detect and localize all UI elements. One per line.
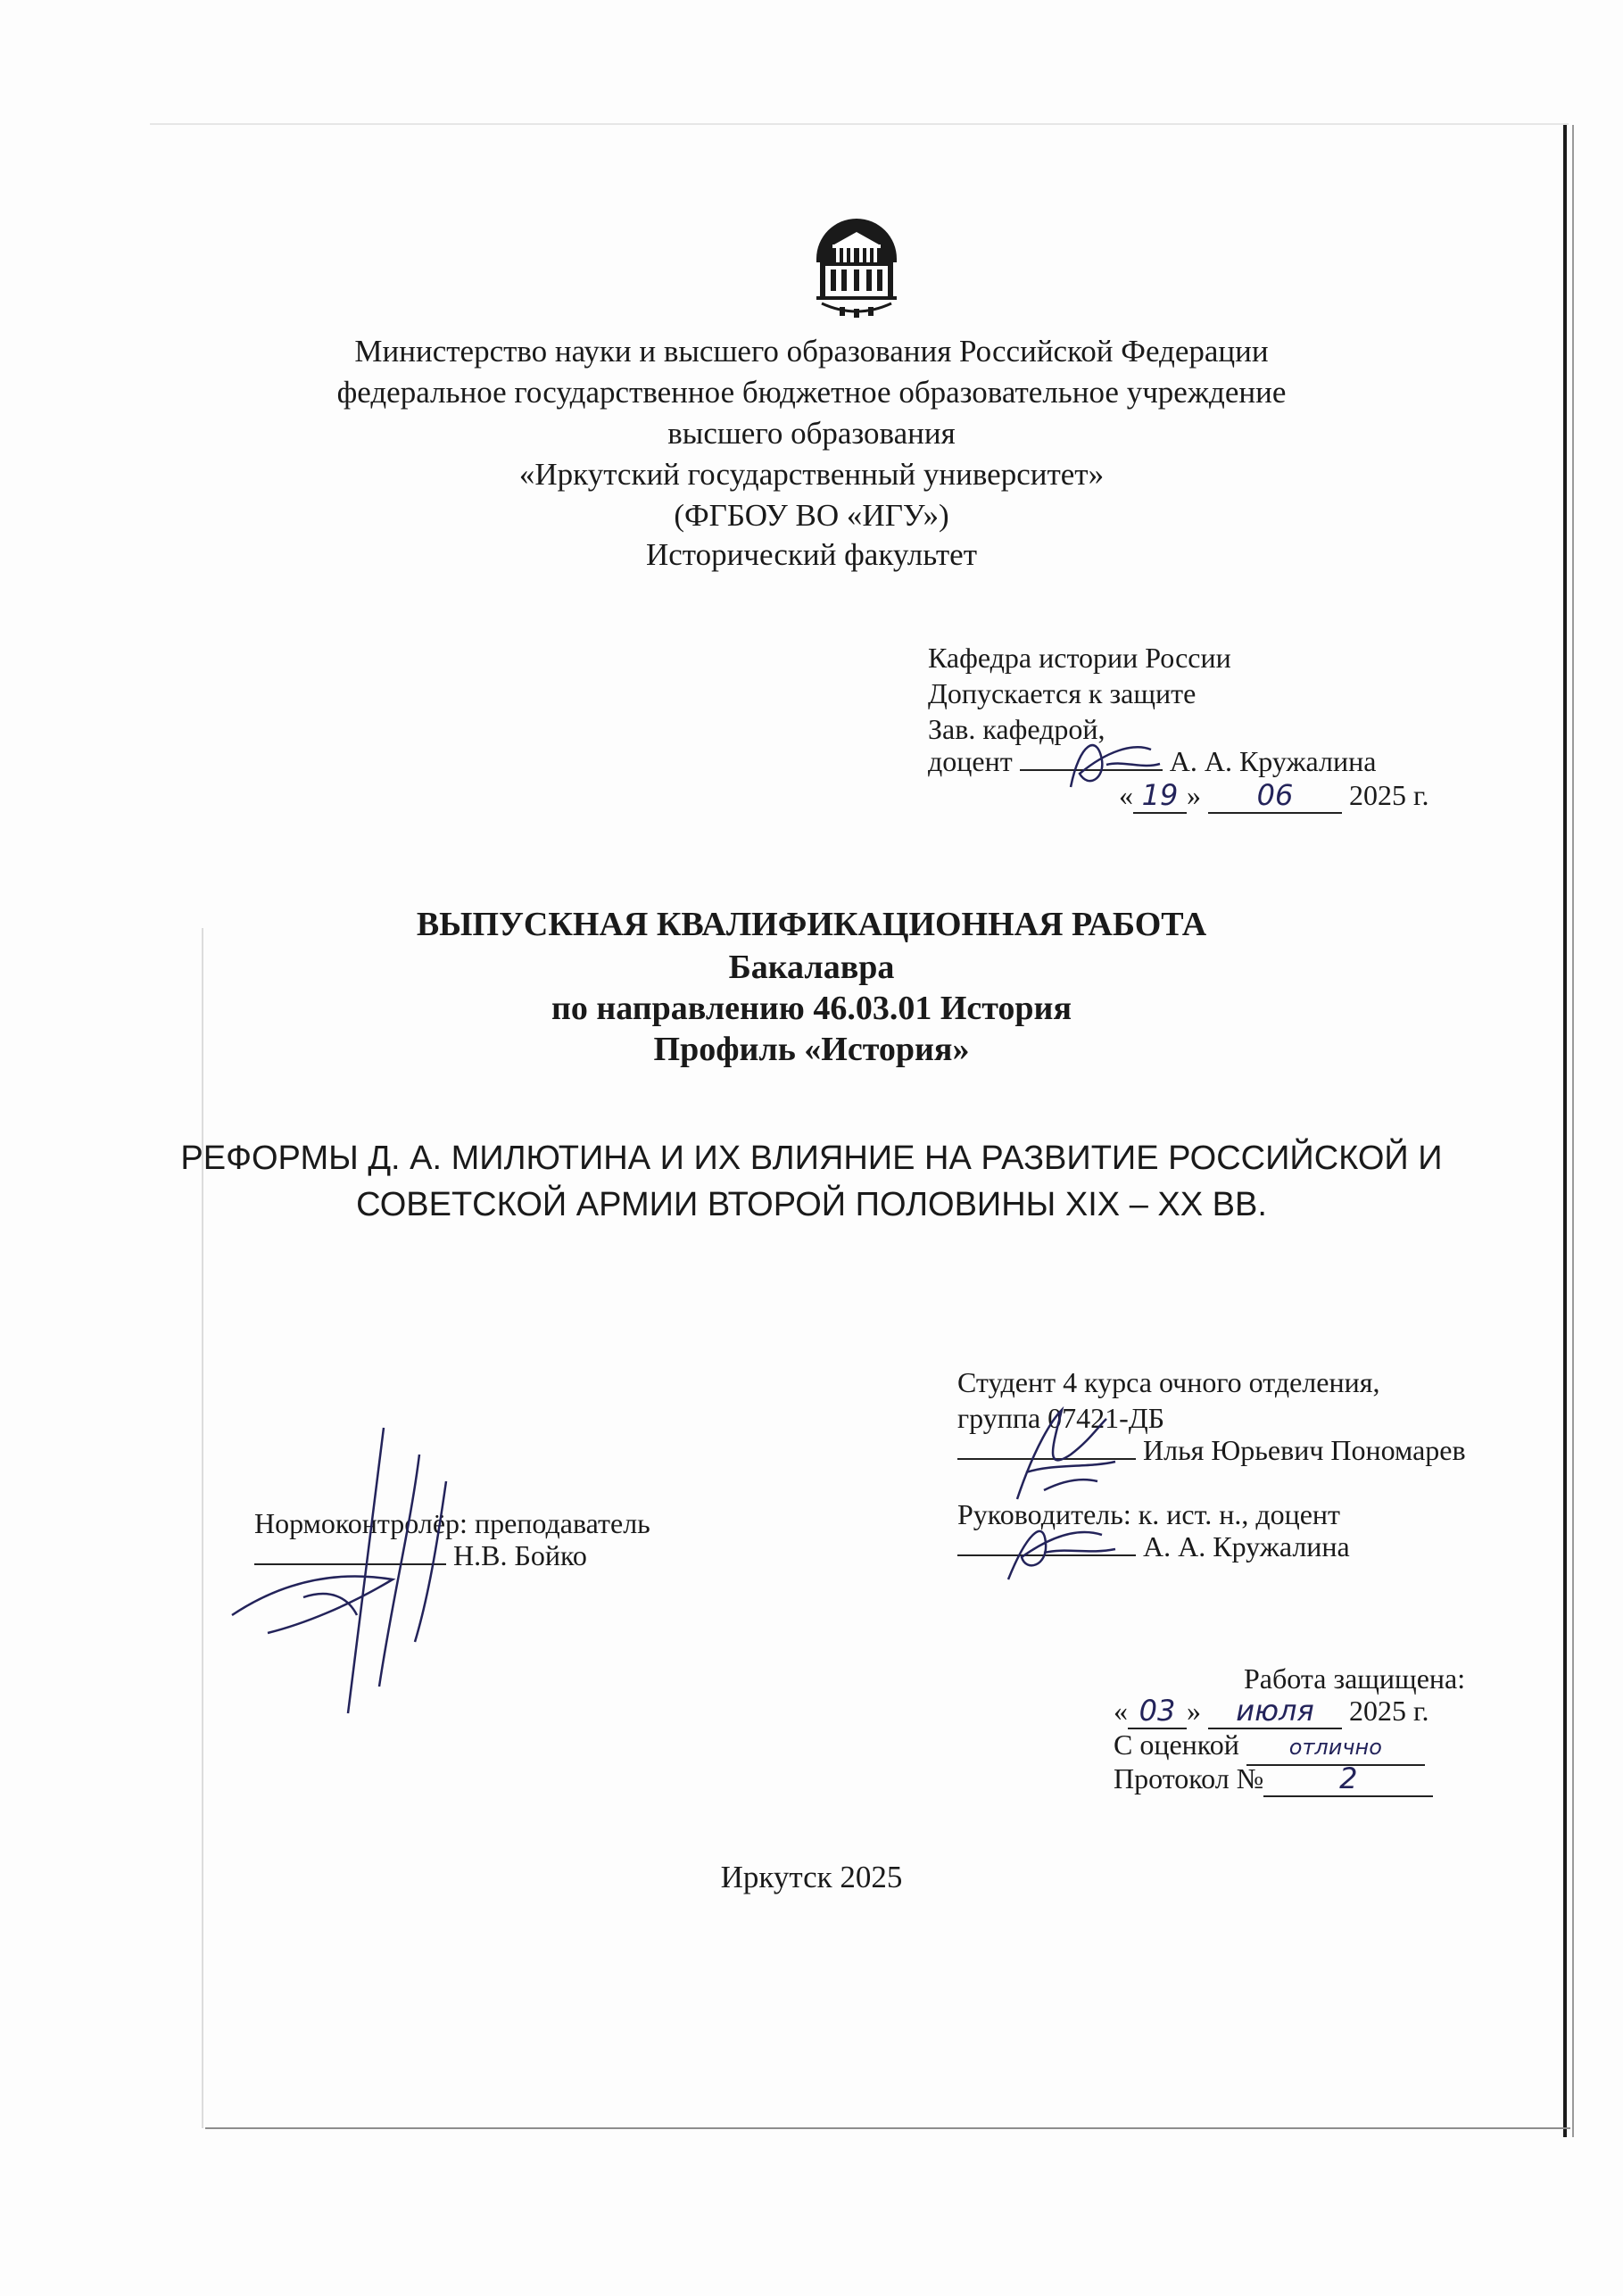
student-name: Илья Юрьевич Пономарев: [1143, 1434, 1466, 1466]
university-name: «Иркутский государственный университет»: [518, 457, 1105, 492]
department-name: Кафедра истории России: [928, 642, 1231, 674]
work-type: ВЫПУСКНАЯ КВАЛИФИКАЦИОННАЯ РАБОТА: [416, 906, 1207, 943]
scan-edge-bottom: [205, 2127, 1570, 2129]
normcontrol-title: Нормоконтролёр: преподаватель: [254, 1507, 650, 1539]
protocol-line: [1114, 1761, 1433, 1797]
profile: Профиль «История»: [653, 1031, 970, 1068]
supervisor-title: Руководитель: к. ист. н., доцент: [957, 1498, 1341, 1530]
defense-month: июля: [1208, 1694, 1342, 1729]
faculty-name: Исторический факультет: [645, 537, 978, 572]
supervisor-name: А. А. Кружалина: [1143, 1530, 1350, 1562]
defense-day: 03: [1128, 1694, 1187, 1729]
approval-day: 19: [1133, 778, 1187, 814]
student-group: группа 07421-ДБ: [957, 1402, 1165, 1434]
quote-close: »: [1187, 779, 1201, 811]
head-title: Зав. кафедрой,: [928, 713, 1105, 745]
defense-date: [1114, 1694, 1429, 1729]
ministry-name: Министерство науки и высшего образования Российской Федерации: [354, 334, 1269, 369]
scan-edge-top: [150, 123, 1569, 125]
approval-year: 2025 г.: [1349, 779, 1429, 811]
quote-open: «: [1119, 779, 1133, 811]
normcontrol-name: Н.В. Бойко: [453, 1539, 587, 1571]
grade-label: С оценкой: [1114, 1728, 1239, 1761]
docent-label: доцент: [928, 745, 1013, 777]
university-abbreviation: (ФГБОУ ВО «ИГУ»): [674, 498, 949, 533]
normcontrol-signature: [214, 1419, 464, 1731]
grade-value: отлично: [1246, 1730, 1425, 1766]
city-year: Иркутск 2025: [720, 1860, 903, 1894]
student-course: Студент 4 курса очного отделения,: [957, 1366, 1380, 1398]
head-name: А. А. Кружалина: [1169, 745, 1377, 777]
university-logo-icon: [807, 207, 906, 323]
institution-type: федеральное государственное бюджетное образовательное учреждение: [336, 375, 1287, 410]
quote-close: »: [1187, 1695, 1201, 1727]
topic-line-1: РЕФОРМЫ Д. А. МИЛЮТИНА И ИХ ВЛИЯНИЕ НА РАЗВИТИЕ РОССИЙСКОЙ И: [180, 1140, 1443, 1177]
topic-line-2: СОВЕТСКОЙ АРМИИ ВТОРОЙ ПОЛОВИНЫ XIX – XX ВВ.: [356, 1186, 1267, 1223]
direction: по направлению 46.03.01 История: [551, 990, 1072, 1027]
education-level: высшего образования: [667, 416, 956, 451]
supervisor-signature: [990, 1508, 1124, 1588]
approval-month: 06: [1208, 778, 1342, 814]
head-signature: [1053, 725, 1169, 796]
protocol-label: Протокол №: [1114, 1762, 1264, 1795]
defense-status: Работа защищена:: [1244, 1662, 1466, 1695]
quote-open: «: [1114, 1695, 1128, 1727]
protocol-value: 2: [1263, 1761, 1433, 1797]
admission-text: Допускается к защите: [928, 677, 1197, 709]
grade-line: [1114, 1728, 1425, 1766]
defense-year: 2025 г.: [1349, 1695, 1429, 1727]
scan-edge-left: [202, 928, 203, 2128]
degree: Бакалавра: [728, 949, 895, 986]
